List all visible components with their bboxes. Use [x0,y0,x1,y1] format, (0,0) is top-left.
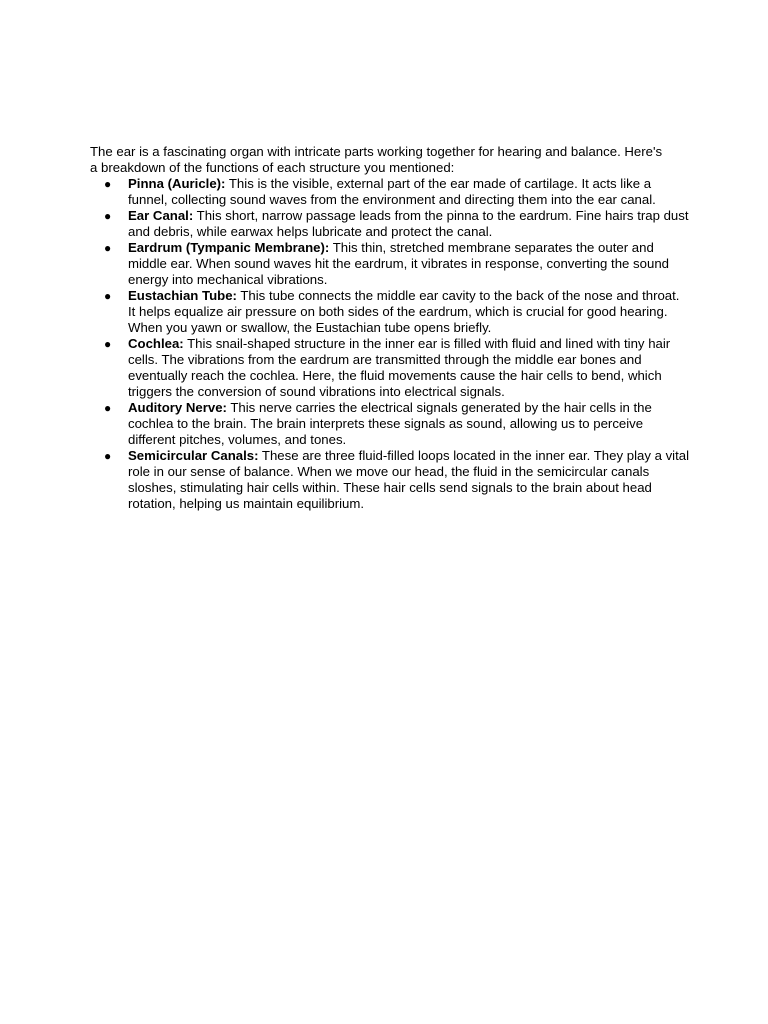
item-term: Semicircular Canals: [128,448,259,463]
list-item [90,176,690,208]
item-description: This tube connects the middle ear cavity to the back of the nose and throat. It helps equalize air pressure on both sides of the eardrum, which is crucial for good hearing. When you yawn or swallow, the Eustachian tube opens briefly. [128,288,680,335]
item-description: This snail-shaped structure in the inner ear is filled with fluid and lined with tiny hair cells. The vibrations from the eardrum are transmitted through the middle ear bones and eventually reach the cochlea. Here, the fluid movements cause the hair cells to bend, which triggers the conversion of sound vibrations into electrical signals. [128,336,671,399]
item-description: This short, narrow passage leads from the pinna to the eardrum. Fine hairs trap dust and debris, while earwax helps lubricate and protect the canal. [128,208,689,239]
bullet-icon: ● [104,289,112,303]
item-term: Cochlea: [128,336,184,351]
item-term: Eustachian Tube: [128,288,237,303]
item-term: Auditory Nerve: [128,400,227,415]
ear-structures-list [90,176,690,512]
list-item [90,336,690,400]
list-item [90,208,690,240]
bullet-icon: ● [104,401,112,415]
item-term: Ear Canal: [128,208,194,223]
bullet-icon: ● [104,449,112,463]
list-item [90,288,690,336]
item-term: Eardrum (Tympanic Membrane): [128,240,330,255]
item-term: Pinna (Auricle): [128,176,226,191]
document-body [90,144,690,512]
intro-paragraph: The ear is a fascinating organ with intricate parts working together for hearing and balance. Here's a breakdown of the functions of each structure you mentioned: [90,144,663,175]
list-item [90,240,690,288]
item-description: This nerve carries the electrical signals generated by the hair cells in the cochlea to the brain. The brain interprets these signals as sound, allowing us to perceive different pitches, volumes, and tones. [128,400,652,447]
bullet-icon: ● [104,209,112,223]
bullet-icon: ● [104,337,112,351]
bullet-icon: ● [104,241,112,255]
list-item [90,448,690,512]
bullet-icon: ● [104,177,112,191]
item-description: These are three fluid-filled loops located in the inner ear. They play a vital role in our sense of balance. When we move our head, the fluid in the semicircular canals sloshes, stimulating hair cells within. These hair cells send signals to the brain about head rotation, helping us maintain equilibrium. [128,448,690,511]
item-description: This thin, stretched membrane separates the outer and middle ear. When sound waves hit the eardrum, it vibrates in response, converting the sound energy into mechanical vibrations. [128,240,669,287]
list-item [90,400,690,448]
item-description: This is the visible, external part of the ear made of cartilage. It acts like a funnel, collecting sound waves from the environment and directing them into the ear canal. [128,176,656,207]
